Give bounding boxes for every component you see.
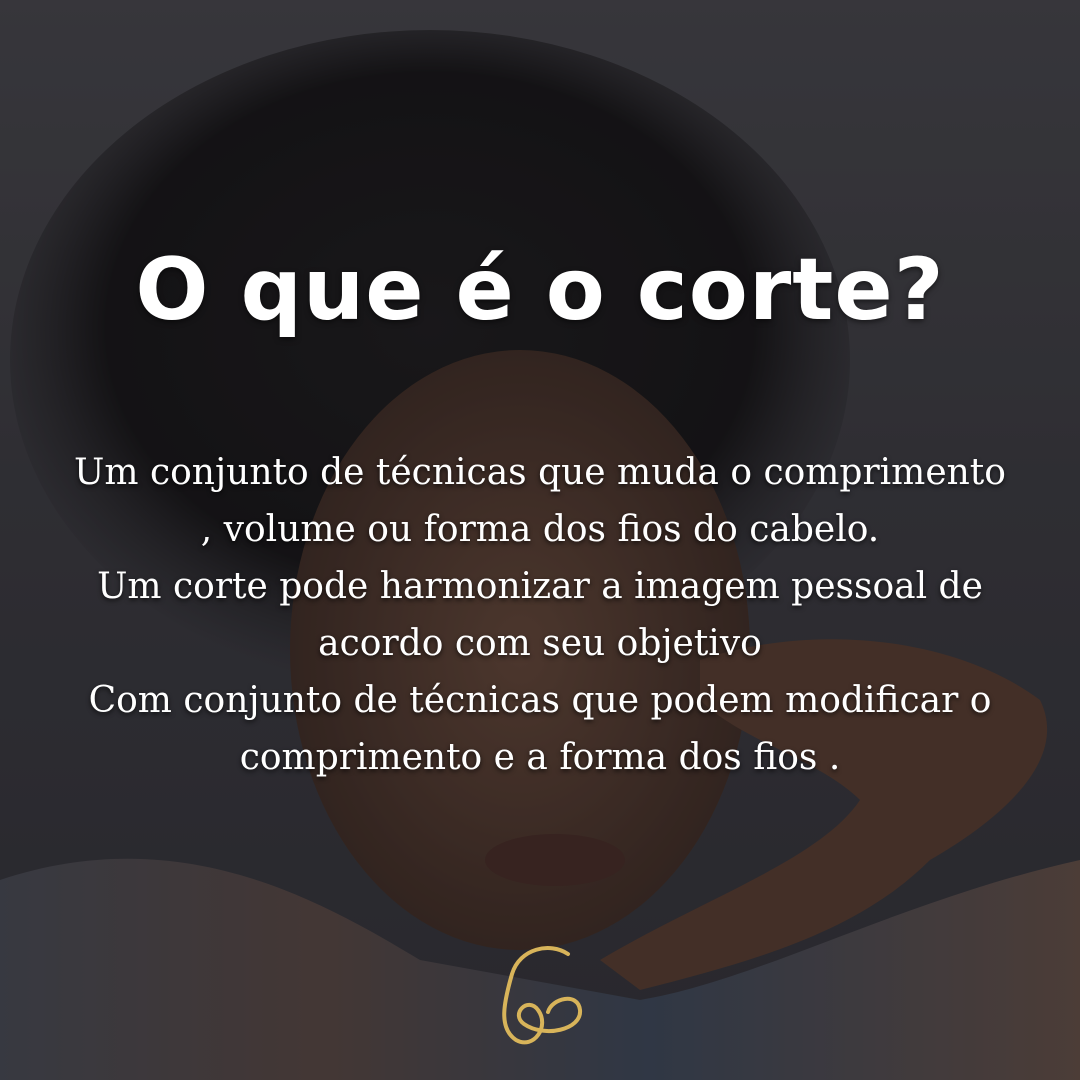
description-line: Um corte pode harmonizar a imagem pessoal de [97, 566, 983, 607]
description-text [40, 444, 1040, 786]
description-line: Com conjunto de técnicas que podem modificar o [88, 680, 992, 721]
s-monogram-icon [490, 940, 590, 1050]
description-line: Um conjunto de técnicas que muda o comprimento [74, 452, 1006, 493]
page-title: O que é o corte? [135, 240, 945, 340]
description-line: comprimento e a forma dos fios . [239, 737, 841, 778]
description-line: , volume ou forma dos fios do cabelo. [200, 509, 880, 550]
logo-stroke [504, 948, 580, 1042]
description-line: acordo com seu objetivo [318, 623, 762, 664]
